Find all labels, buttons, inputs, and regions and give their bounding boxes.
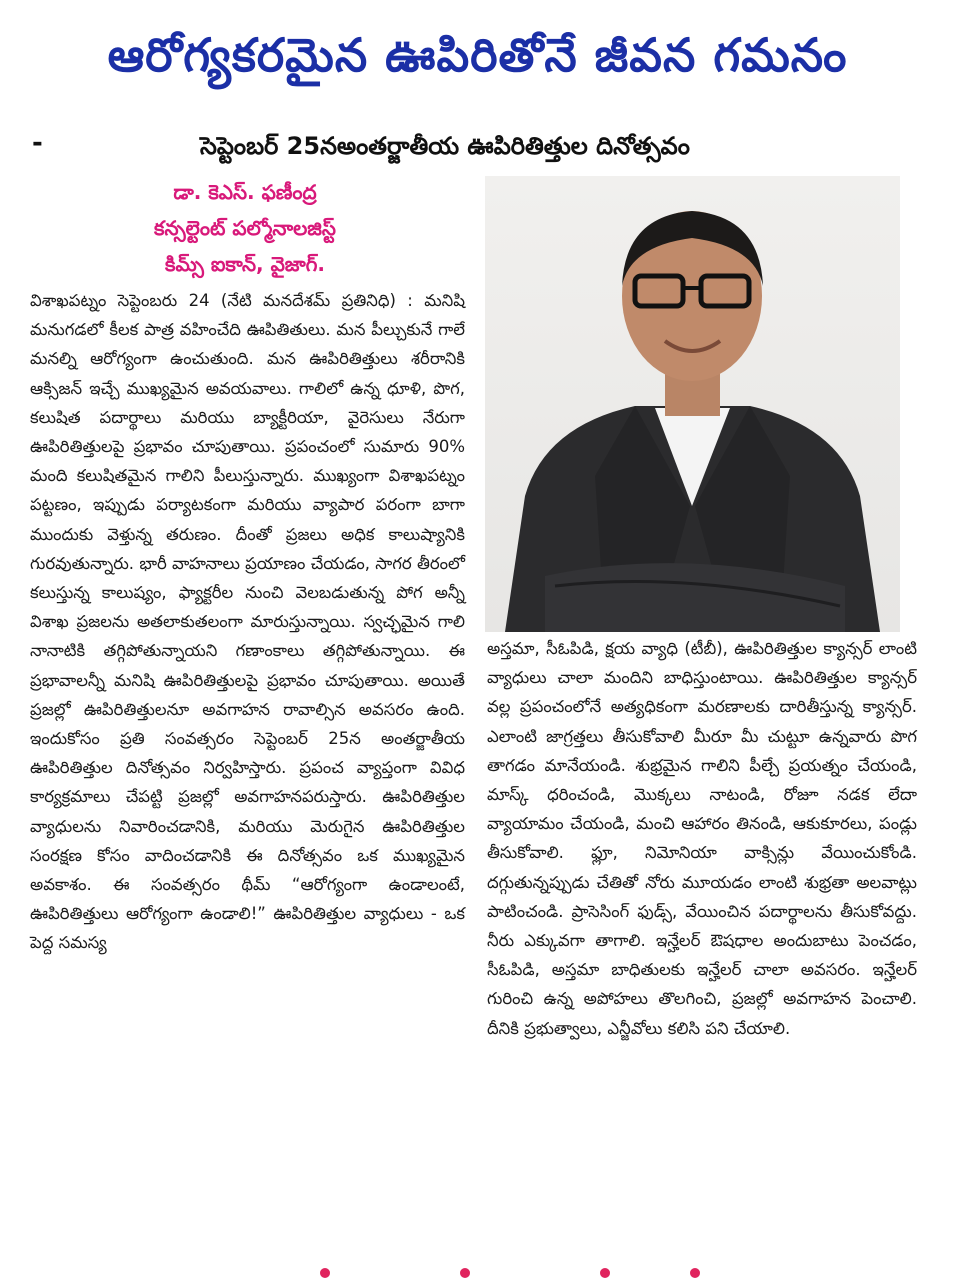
author-designation: కన్సల్టెంట్ పల్మోనాలజిస్ట్ bbox=[154, 216, 336, 240]
decorative-dot bbox=[320, 1268, 330, 1278]
decorative-dot bbox=[460, 1268, 470, 1278]
author-photo bbox=[485, 176, 900, 632]
decorative-dot bbox=[600, 1268, 610, 1278]
subheading-row bbox=[0, 128, 955, 168]
article-column-left bbox=[30, 286, 465, 958]
decorative-dot bbox=[690, 1268, 700, 1278]
headline: ఆరోగ్యకరమైన ఊపిరితోనే జీవన గమనం bbox=[107, 28, 848, 82]
article-text-left: విశాఖపట్నం సెప్టెంబరు 24 (నేటి మనదేశమ్ ప్రతినిధి) : మనిషి మనుగడలో కీలక పాత్ర వహించేది ఊపితితులు. మన పీల్చుకునే గాలే మనల్ని ఆరోగ్యంగా ఉంచుతుంది. మన ఊపిరితిత్తులు శరీరానికి ఆక్సిజన్ ఇచ్చే ముఖ్యమైన అవయవాలు. గాలిలో ఉన్న ధూళి, పొగ, కలుషిత పదార్థాలు మరియు బ్యాక్టీరియా, వైరెసులు నేరుగా ఊపిరితిత్తులపై ప్రభావం చూపుతాయి. ప్రపంచంలో సుమారు 90% మంది కలుషితమైన గాలిని పీలుస్తున్నారు. ముఖ్యంగా విశాఖపట్నం పట్టణం, ఇప్పుడు పర్యాటకంగా మరియు వ్యాపార పరంగా బాగా ముందుకు వెళ్తున్న తరుణం. దీంతో ప్రజలు అధిక కాలుష్యానికి గురవుతున్నారు. భారీ వాహనాలు ప్రయాణం చేయడం, సాగర తీరంలో కలుస్తున్న కాలుష్యం, ఫ్యాక్టరీల నుంచి వెలబడుతున్న పోగ అన్నీ విశాఖ ప్రజలను అతలాకుతలంగా మారుస్తున్నాయి. స్వచ్ఛమైన గాలి నానాటికి తగ్గిపోతున్నాయని గణాంకాలు తగ్గిపోతున్నాయి. ఈ ప్రభావాలన్నీ మనిషి ఊపిరితిత్తులపై ప్రభావం చూపుతాయి. అయితే ప్రజల్లో ఊపిరితిత్తులనూ అవగాహన రావాల్సిన అవసరం ఉంది. ఇందుకోసం ప్రతి సంవత్సరం సెప్టెంబర్ 25న అంతర్జాతీయ ఊపిరితిత్తుల దినోత్సవం నిర్వహిస్తారు. ప్రపంచ వ్యాప్తంగా వివిధ కార్యక్రమాలు చేపట్టి ప్రజల్లో అవగాహనపరుస్తారు. ఊపిరితిత్తుల వ్యాధులను నివారించడానికి, మరియు మెరుగైన ఊపిరితిత్తుల సంరక్షణ కోసం వాదించడానికి ఈ దినోత్సవం ఒక ముఖ్యమైన అవకాశం. ఈ సంవత్సరం థీమ్ “ఆరోగ్యంగా ఉండాలంటే, ఊపిరితిత్తులు ఆరోగ్యంగా ఉండాలి!” ఊపిరితిత్తుల వ్యాధులు - ఒక పెద్ద సమస్య bbox=[30, 291, 465, 953]
article-column-right bbox=[487, 634, 917, 1043]
portrait-illustration bbox=[485, 176, 900, 632]
bottom-decorative-marks bbox=[300, 1266, 720, 1280]
author-hospital: కిమ్స్ ఐకాన్, వైజాగ్. bbox=[165, 252, 325, 276]
subheading: సెప్టెంబర్ 25నఅంతర్జాతీయ ఊపిరితిత్తుల దినోత్సవం bbox=[200, 132, 690, 160]
author-name: డా. కెఎస్. ఫణీంద్ర bbox=[173, 180, 317, 204]
subheading-dash: - bbox=[32, 128, 43, 158]
article-text-right: అస్తమా, సీఓపిడి, క్షయ వ్యాధి (టీబీ), ఊపిరితిత్తుల క్యాన్సర్ లాంటి వ్యాధులు చాలా మందిని బాధిస్తుంటాయి. ఊపిరితిత్తుల క్యాన్సర్ వల్ల ప్రపంచంలోనే అత్యధికంగా మరణాలకు దారితీస్తున్న క్యాన్సర్. ఎలాంటి జాగ్రత్తలు తీసుకోవాలి మీరూ మీ చుట్టూ ఉన్నవారు పొగ తాగడం మానేయండి. శుభ్రమైన గాలిని పీల్చే ప్రయత్నం చేయండి, మాస్క్ ధరించండి, మొక్కలు నాటండి, రోజూ నడక లేదా వ్యాయామం చేయండి, మంచి ఆహారం తినండి, ఆకుకూరలు, పండ్లు తీసుకోవాలి. ఫ్లూ, నిమోనియా వాక్సిన్లు వేయించుకోండి. దగ్గుతున్నప్పుడు చేతితో నోరు మూయడం లాంటి శుభ్రతా అలవాట్లు పాటించండి. ప్రాసెసింగ్ ఫుడ్స్, వేయించిన పదార్థాలను తీసుకోవద్దు. నీరు ఎక్కువగా తాగాలి. ఇన్హేలర్ ఔషధాల అందుబాటు పెంచడం, సీఓపిడి, అస్తమా బాధితులకు ఇన్హేలర్ చాలా అవసరం. ఇన్హేలర్ గురించి ఉన్న అపోహలు తొలగించి, ప్రజల్లో అవగాహన పెంచాలి. దీనికి ప్రభుత్వాలు, ఎన్జీవోలు కలిసి పని చేయాలి. bbox=[487, 639, 917, 1038]
